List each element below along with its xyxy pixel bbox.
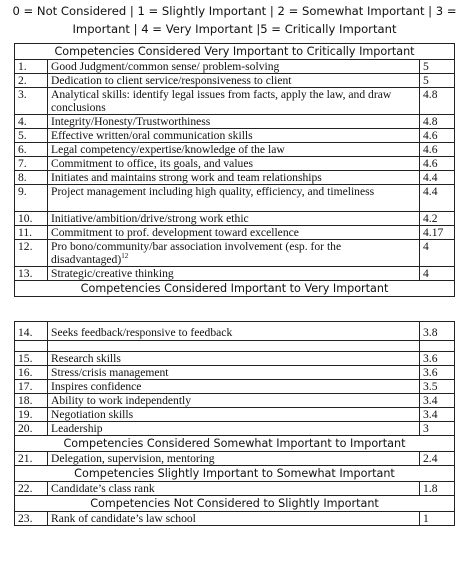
competency-description: Analytical skills: identify legal issues from facts, apply the law, and draw conclusions xyxy=(48,88,420,115)
table-row xyxy=(15,422,455,436)
section-header-row xyxy=(15,496,455,512)
competency-score: 4 xyxy=(420,240,455,267)
competency-score: 3.6 xyxy=(420,352,455,366)
competency-description: Dedication to client service/responsiveness to client xyxy=(48,74,420,88)
section-header-row xyxy=(15,44,455,60)
row-number: 2. xyxy=(15,74,48,88)
section-header: Competencies Not Considered to Slightly Important xyxy=(15,496,455,512)
competency-description: Integrity/Honesty/Trustworthiness xyxy=(48,115,420,129)
competency-description: Effective written/oral communication skills xyxy=(48,129,420,143)
table-gap-cell xyxy=(15,297,455,322)
competency-score: 5 xyxy=(420,74,455,88)
table-row xyxy=(15,157,455,171)
row-number: 15. xyxy=(15,352,48,366)
table-row xyxy=(15,352,455,366)
competency-description: Project management including high quality, efficiency, and timeliness xyxy=(48,185,420,212)
table-row xyxy=(15,366,455,380)
competency-score: 5 xyxy=(420,60,455,74)
competency-score: 4.8 xyxy=(420,115,455,129)
competency-description: Legal competency/expertise/knowledge of the law xyxy=(48,143,420,157)
footnote-marker: 12 xyxy=(121,252,129,261)
row-number: 5. xyxy=(15,129,48,143)
table-row xyxy=(15,380,455,394)
table-row xyxy=(15,212,455,226)
competency-description: Negotiation skills xyxy=(48,408,420,422)
row-number: 16. xyxy=(15,366,48,380)
row-number: 20. xyxy=(15,422,48,436)
table-row xyxy=(15,482,455,496)
table-row xyxy=(15,408,455,422)
table-row xyxy=(15,512,455,526)
competencies-table xyxy=(14,43,455,526)
row-number: 19. xyxy=(15,408,48,422)
row-number: 3. xyxy=(15,88,48,115)
table-row xyxy=(15,240,455,267)
row-number: 13. xyxy=(15,267,48,281)
table-row xyxy=(15,143,455,157)
row-number: 8. xyxy=(15,171,48,185)
competency-score: 4.2 xyxy=(420,212,455,226)
competency-score: 3.4 xyxy=(420,394,455,408)
row-number: 7. xyxy=(15,157,48,171)
table-row xyxy=(15,74,455,88)
row-number: 9. xyxy=(15,185,48,212)
row-number: 21. xyxy=(15,452,48,466)
table-row xyxy=(15,185,455,212)
competency-score: 4.4 xyxy=(420,171,455,185)
row-number: 11. xyxy=(15,226,48,240)
table-row xyxy=(15,171,455,185)
table-row xyxy=(15,267,455,281)
blank-cell xyxy=(420,341,455,352)
competency-description: Commitment to office, its goals, and values xyxy=(48,157,420,171)
competency-description: Seeks feedback/responsive to feedback xyxy=(48,322,420,341)
row-number: 14. xyxy=(15,322,48,341)
competency-score: 4.6 xyxy=(420,143,455,157)
table-row xyxy=(15,394,455,408)
competency-description: Research skills xyxy=(48,352,420,366)
legend-line-2: Important | 4 = Very Important |5 = Critically Important xyxy=(72,22,397,36)
competency-score: 3.5 xyxy=(420,380,455,394)
table-row xyxy=(15,452,455,466)
competency-description: Commitment to prof. development toward excellence xyxy=(48,226,420,240)
competency-score: 4.6 xyxy=(420,129,455,143)
competency-description: Strategic/creative thinking xyxy=(48,267,420,281)
competency-description: Good Judgment/common sense/ problem-solving xyxy=(48,60,420,74)
competency-description: Initiates and maintains strong work and team relationships xyxy=(48,171,420,185)
competency-description: Rank of candidate’s law school xyxy=(48,512,420,526)
competency-score: 4.8 xyxy=(420,88,455,115)
competency-score: 3.4 xyxy=(420,408,455,422)
rating-scale-legend xyxy=(10,2,459,38)
competency-score: 3.6 xyxy=(420,366,455,380)
competency-description: Inspires confidence xyxy=(48,380,420,394)
section-header-row xyxy=(15,466,455,482)
competency-score: 1 xyxy=(420,512,455,526)
row-number: 22. xyxy=(15,482,48,496)
competency-description: Candidate’s class rank xyxy=(48,482,420,496)
competency-score: 4.17 xyxy=(420,226,455,240)
legend-line-1: 0 = Not Considered | 1 = Slightly Important | 2 = Somewhat Important | 3 = xyxy=(12,4,457,18)
competency-score: 4.4 xyxy=(420,185,455,212)
row-number: 23. xyxy=(15,512,48,526)
table-row xyxy=(15,60,455,74)
blank-cell xyxy=(48,341,420,352)
table-row xyxy=(15,226,455,240)
competency-score: 2.4 xyxy=(420,452,455,466)
row-number: 4. xyxy=(15,115,48,129)
competency-score: 1.8 xyxy=(420,482,455,496)
section-header: Competencies Considered Somewhat Important to Important xyxy=(15,436,455,452)
table-row xyxy=(15,322,455,341)
competency-description-text: Pro bono/community/bar association involvement (esp. for the disadvantaged) xyxy=(51,240,342,266)
competency-score: 4.6 xyxy=(420,157,455,171)
section-header: Competencies Considered Very Important to Critically Important xyxy=(15,44,455,60)
competency-description: Initiative/ambition/drive/strong work ethic xyxy=(48,212,420,226)
section-header-row xyxy=(15,436,455,452)
section-header: Competencies Considered Important to Very Important xyxy=(15,281,455,297)
competency-description xyxy=(48,240,420,267)
row-number: 17. xyxy=(15,380,48,394)
row-number: 12. xyxy=(15,240,48,267)
competency-description: Stress/crisis management xyxy=(48,366,420,380)
row-number: 6. xyxy=(15,143,48,157)
competency-score: 4 xyxy=(420,267,455,281)
table-row xyxy=(15,88,455,115)
competency-description: Ability to work independently xyxy=(48,394,420,408)
competency-description: Leadership xyxy=(48,422,420,436)
competency-description: Delegation, supervision, mentoring xyxy=(48,452,420,466)
competency-score: 3 xyxy=(420,422,455,436)
table-row xyxy=(15,129,455,143)
competency-score: 3.8 xyxy=(420,322,455,341)
blank-row xyxy=(15,341,455,352)
row-number: 1. xyxy=(15,60,48,74)
row-number: 10. xyxy=(15,212,48,226)
table-gap xyxy=(15,297,455,322)
table-row xyxy=(15,115,455,129)
section-header-row xyxy=(15,281,455,297)
blank-cell xyxy=(15,341,48,352)
row-number: 18. xyxy=(15,394,48,408)
section-header: Competencies Slightly Important to Somewhat Important xyxy=(15,466,455,482)
